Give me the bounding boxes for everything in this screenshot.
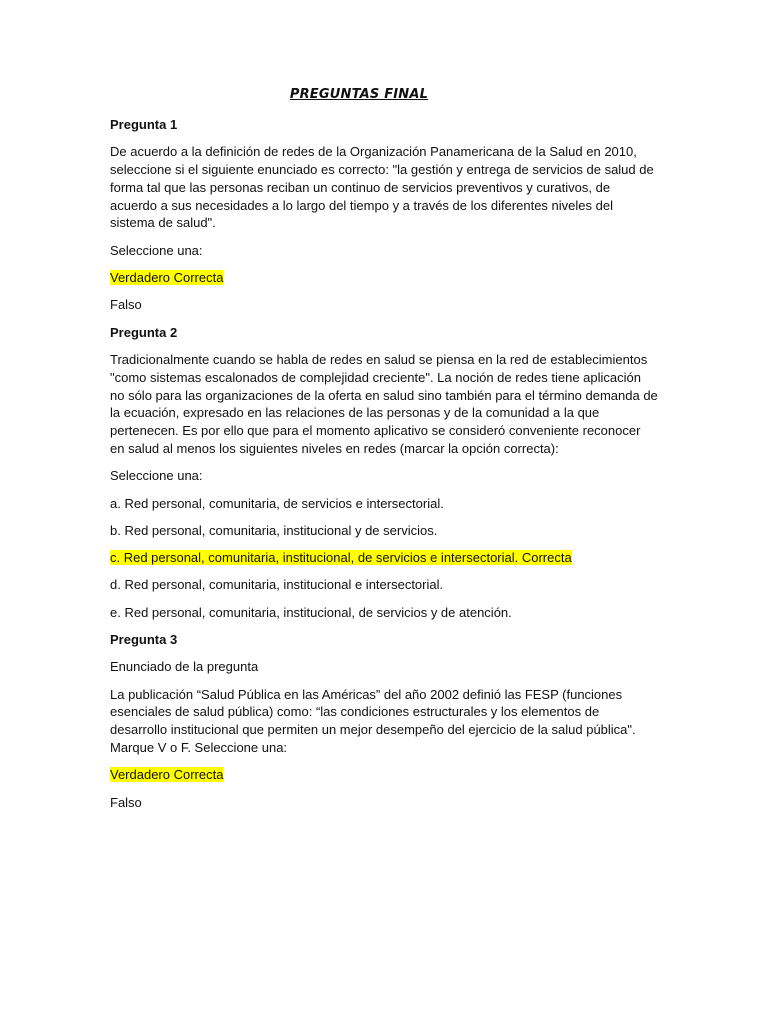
question-2-option-c: [110, 549, 658, 567]
question-2-option-e: e. Red personal, comunitaria, institucional, de servicios y de atención.: [110, 604, 512, 620]
document-body: [110, 116, 658, 821]
question-2-option-a: a. Red personal, comunitaria, de servicios e intersectorial.: [110, 495, 444, 511]
question-1-prompt: Seleccione una:: [110, 242, 203, 258]
question-3-option-true: [110, 766, 658, 784]
question-1-heading: Pregunta 1: [110, 117, 178, 132]
question-3-text: La publicación “Salud Pública en las Américas” del año 2002 definió las FESP (funciones esenciales de salud pública) como: “las condiciones estructurales y los elementos de desarrollo institucional que permiten un mejor desempeño del ejercicio de la salud pública". Marque V o F. Seleccione una:: [110, 686, 636, 756]
question-2-option-b: b. Red personal, comunitaria, institucional y de servicios.: [110, 522, 438, 538]
question-1-option-true: [110, 269, 658, 287]
question-2-heading: Pregunta 2: [110, 324, 178, 340]
question-2-text: Tradicionalmente cuando se habla de redes en salud se piensa en la red de establecimientos "como sistemas escalonados de complejidad creciente". La noción de redes tiene aplicación no sólo para las organizaciones de la oferta en salud sino también para el término demanda de la ecuación, expresado en las relaciones de las personas y de la comunidad a la que pertenecen. Es por ello que para el momento aplicativo se consideró conveniente reconocer en salud al menos los siguientes niveles en redes (marcar la opción correcta):: [110, 351, 658, 456]
question-3-subheading: Enunciado de la pregunta: [110, 659, 259, 675]
question-2-option-d: d. Red personal, comunitaria, institucional e intersectorial.: [110, 577, 444, 593]
correct-answer-highlight: c. Red personal, comunitaria, institucional, de servicios e intersectorial. Correcta: [110, 550, 572, 566]
document-title: PREGUNTAS FINAL: [289, 87, 429, 102]
question-2-prompt: Seleccione una:: [110, 468, 203, 484]
question-1-option-false: Falso: [110, 297, 142, 313]
question-1-text: De acuerdo a la definición de redes de la Organización Panamericana de la Salud en 2010, seleccione si el siguiente enunciado es correcto: "la gestión y entrega de servicios de salud de forma tal que las personas reciban un continuo de servicios preventivos y curativos, de acuerdo a sus necesidades a lo largo del tiempo y a través de los diferentes niveles del sistema de salud".: [110, 144, 654, 231]
question-3-heading: Pregunta 3: [110, 632, 178, 648]
correct-answer-highlight: Verdadero Correcta: [110, 767, 224, 783]
correct-answer-highlight: Verdadero Correcta: [110, 270, 224, 286]
question-3-option-false: Falso: [110, 794, 142, 810]
